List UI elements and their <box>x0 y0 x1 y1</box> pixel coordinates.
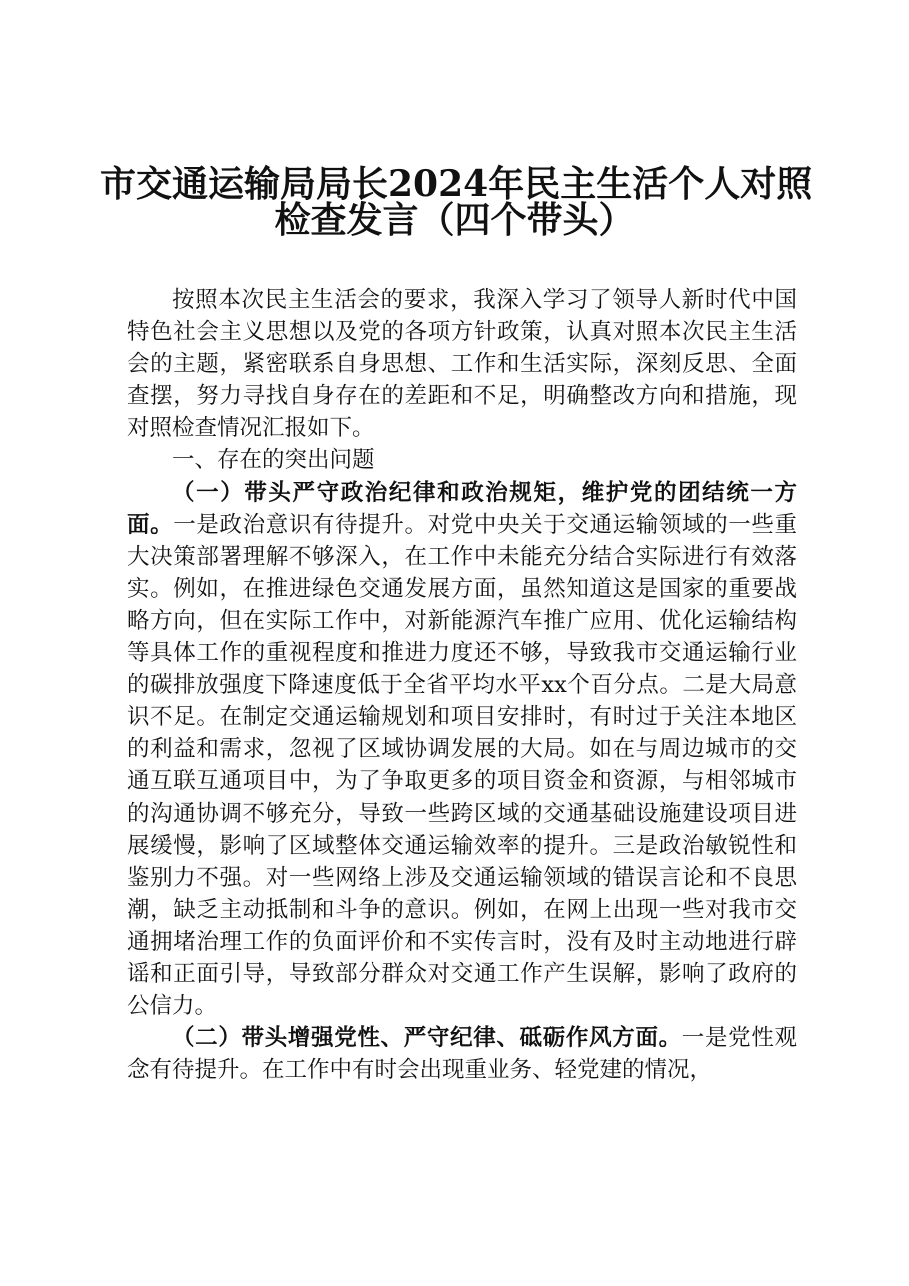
subsection-2-body: 一是党性观念有待提升。在工作中有时会出现重业务、轻党建的情况， <box>127 1025 797 1084</box>
subsection-1-body: 一是政治意识有待提升。对党中央关于交通运输领域的一些重大决策部署理解不够深入，在工作中未能充分结合实际进行有效落实。例如，在推进绿色交通发展方面，虽然知道这是国家的重要战略方向，但在实际工作中，对新能源汽车推广应用、优化运输结构等具体工作的重视程度和推进力度还不够，导致我市交通运输行业的碳排放强度下降速度低于全省平均水平xx个百分点。二是大局意识不足。在制定交通运输规划和项目安排时，有时过于关注本地区的利益和需求，忽视了区域协调发展的大局。如在与周边城市的交通互联互通项目中，为了争取更多的项目资金和资源，与相邻城市的沟通协调不够充分，导致一些跨区域的交通基础设施建设项目进展缓慢，影响了区域整体交通运输效率的提升。三是政治敏锐性和鉴别力不强。对一些网络上涉及交通运输领域的错误言论和不良思潮，缺乏主动抵制和斗争的意识。例如，在网上出现一些对我市交通拥堵治理工作的负面评价和不实传言时，没有及时主动地进行辟谣和正面引导，导致部分群众对交通工作产生误解，影响了政府的公信力。 <box>127 511 797 1020</box>
section-heading-1: 一、存在的突出问题 <box>172 447 375 474</box>
document-title-line-2: 检查发言（四个带头） <box>274 199 635 241</box>
subsection-1-paragraph <box>127 477 797 1023</box>
document-title-line-1: 市交通运输局局长2024年民主生活个人对照 <box>100 163 813 205</box>
document-body <box>127 284 797 1086</box>
intro-paragraph: 按照本次民主生活会的要求，我深入学习了领导人新时代中国特色社会主义思想以及党的各项方针政策，认真对照本次民主生活会的主题，紧密联系自身思想、工作和生活实际，深刻反思、全面查摆，努力寻找自身存在的差距和不足，明确整改方向和措施，现对照检查情况汇报如下。 <box>127 287 797 442</box>
subsection-2-paragraph <box>127 1022 797 1086</box>
subsection-2-lead: （二）带头增强党性、严守纪律、砥砺作风方面。 <box>172 1025 682 1052</box>
subsection-1-lead: （一）带头严守政治纪律和政治规矩，维护党的团结统一方面。 <box>127 479 797 538</box>
